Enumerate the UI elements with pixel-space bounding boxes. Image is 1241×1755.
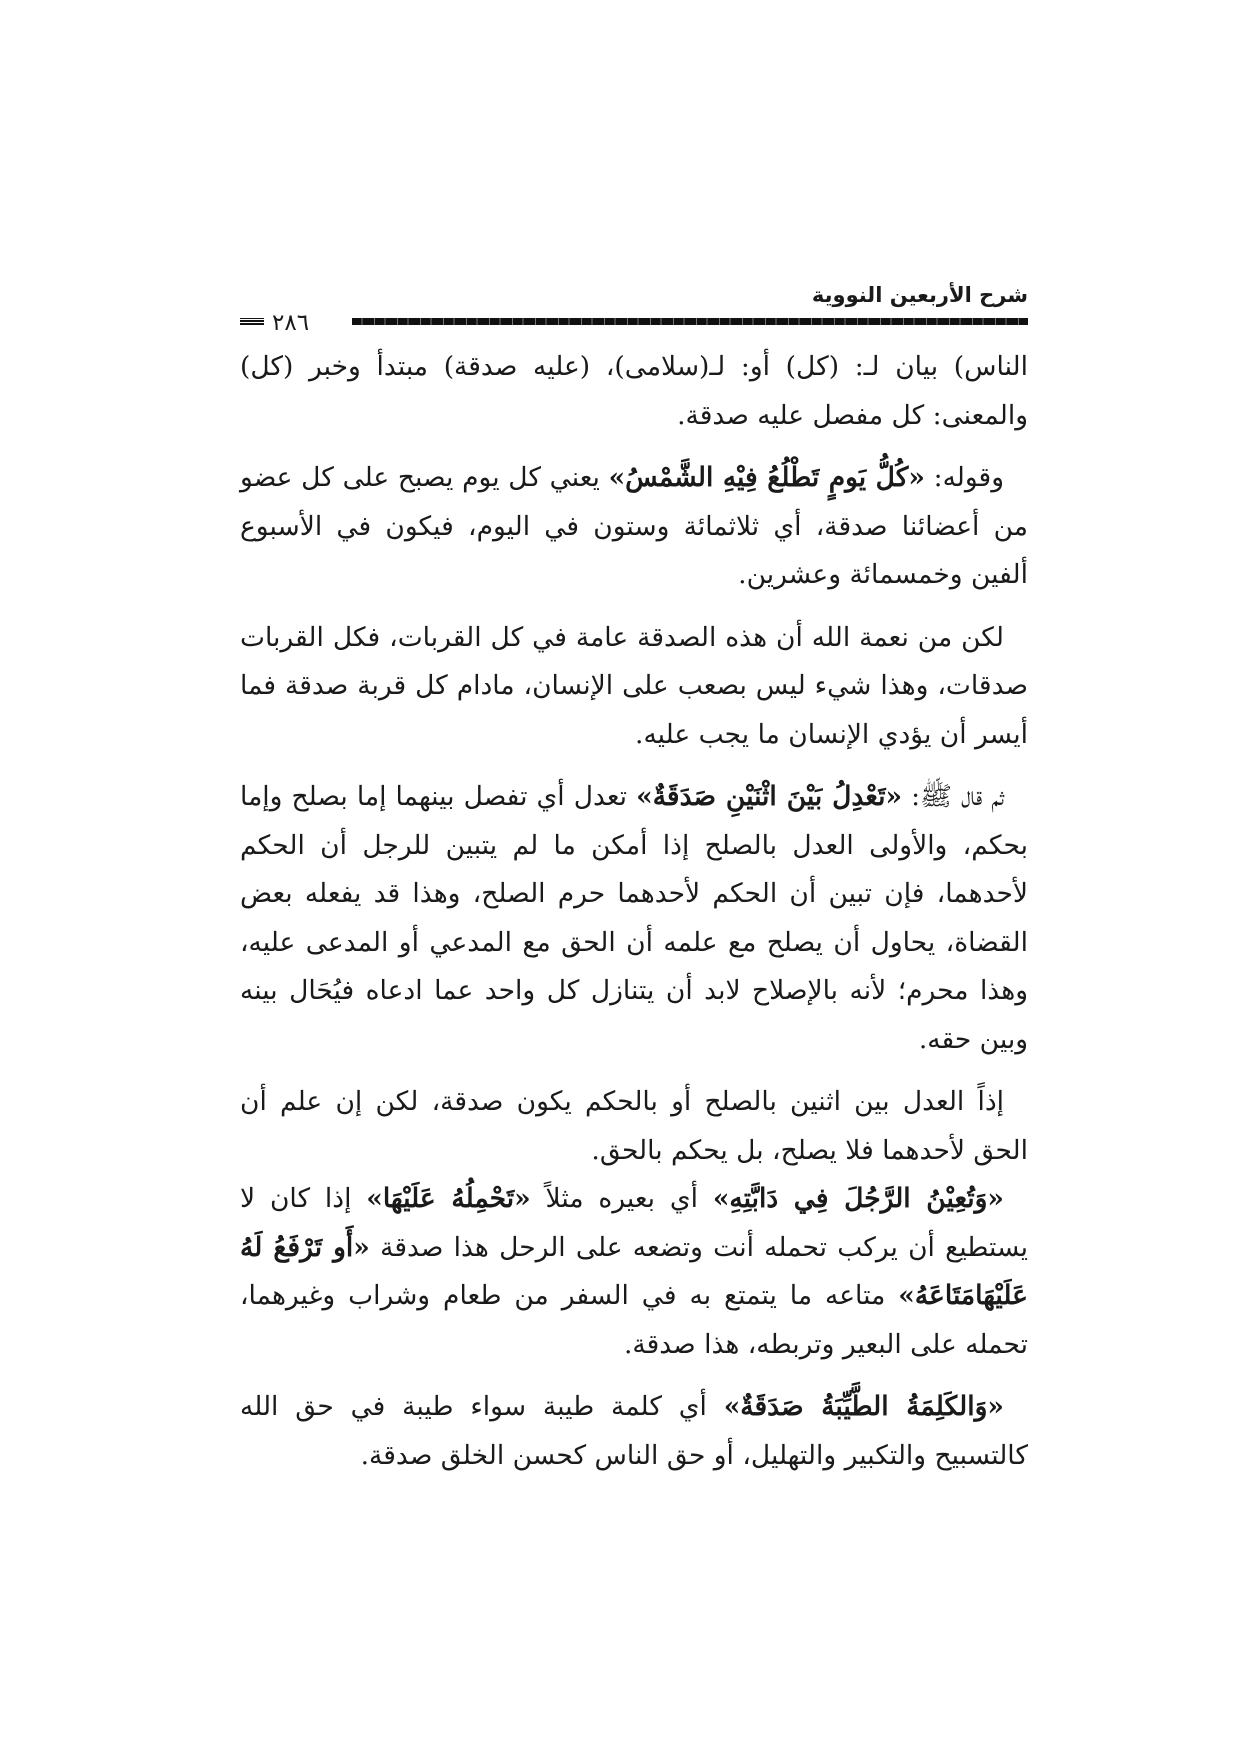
paragraph-6-part1: أي بعيره مثلاً bbox=[530, 1183, 713, 1214]
body-text bbox=[240, 343, 1028, 1480]
paragraph-6-part3: متاعه ما يتمتع به في السفر من طعام وشراب وغيرهما، تحمله على البعير وتربطه، هذا صدقة. bbox=[240, 1280, 1028, 1360]
header-rule-ornament bbox=[240, 318, 264, 325]
paragraph-2-intro: وقوله: bbox=[924, 462, 1005, 493]
paragraph-5 bbox=[240, 1078, 1028, 1175]
header-rule-row bbox=[240, 311, 1028, 335]
hadith-quote: «وَتُعِيْنُ الرَّجُلَ فِي دَابَّتِهِ» bbox=[712, 1183, 1004, 1214]
paragraph-1 bbox=[240, 343, 1028, 440]
paragraph-6 bbox=[240, 1175, 1028, 1369]
hadith-quote: «تَحْمِلُهُ عَلَيْهَا» bbox=[366, 1183, 531, 1214]
hadith-quote: «كُلُّ يَومٍ تَطْلُعُ فِيْهِ الشَّمْسُ» bbox=[608, 462, 925, 493]
paragraph-1-text: الناس) بيان لـ: (كل) أو: لـ(سلامى)، (عليه صدقة) مبتدأ وخبر (كل) والمعنى: كل مفصل عليه صدقة. bbox=[240, 351, 1028, 431]
page-number: ٢٨٦ bbox=[266, 311, 315, 335]
paragraph-4 bbox=[240, 773, 1028, 1064]
hadith-quote: «تَعْدِلُ بَيْنَ اثْنَيْنِ صَدَقَةٌ» bbox=[636, 781, 903, 812]
paragraph-7 bbox=[240, 1383, 1028, 1480]
book-page bbox=[240, 283, 1028, 1683]
header-rule bbox=[352, 318, 1028, 325]
paragraph-5-text: إذاً العدل بين اثنين بالصلح أو بالحكم يكون صدقة، لكن إن علم أن الحق لأحدهما فلا يصلح، بل يحكم بالحق. bbox=[240, 1086, 1028, 1166]
paragraph-2 bbox=[240, 454, 1028, 600]
paragraph-3 bbox=[240, 614, 1028, 760]
paragraph-4-intro: ثم قال ﷺ: bbox=[902, 781, 1004, 812]
book-title: شرح الأربعين النووية bbox=[811, 283, 1028, 307]
paragraph-7-rest: أي كلمة طيبة سواء طيبة في حق الله كالتسبيح والتكبير والتهليل، أو حق الناس كحسن الخلق صدقة. bbox=[240, 1391, 1028, 1471]
paragraph-2-rest: يعني كل يوم يصبح على كل عضو من أعضائنا صدقة، أي ثلاثمائة وستون في اليوم، فيكون في الأسبوع ألفين وخمسمائة وعشرين. bbox=[240, 462, 1028, 590]
hadith-quote: «أَو تَرْفَعُ لَهُ عَلَيْهَامَتَاعَهُ» bbox=[240, 1231, 1028, 1311]
paragraph-6-part2: إذا كان لا يستطيع أن يركب تحمله أنت وتضعه على الرحل هذا صدقة bbox=[240, 1183, 1028, 1263]
running-header bbox=[240, 283, 1028, 339]
hadith-quote: «وَالكَلِمَةُ الطَّيِّبَةُ صَدَقَةٌ» bbox=[723, 1391, 1004, 1422]
paragraph-3-text: لكن من نعمة الله أن هذه الصدقة عامة في كل القربات، فكل القربات صدقات، وهذا شيء ليس بصعب على الإنسان، مادام كل قربة صدقة فما أيسر أن يؤدي الإنسان ما يجب عليه. bbox=[240, 621, 1028, 750]
paragraph-4-rest: تعدل أي تفصل بينهما إما بصلح وإما بحكم، والأولى العدل بالصلح إذا أمكن ما لم يتبين للرجل أن الحكم لأحدهما، فإن تبين أن الحكم لأحدهما حرم الصلح، وهذا قد يفعله بعض القضاة، يحاول أن يصلح مع علمه أن الحق مع المدعي أو المدعى عليه، وهذا محرم؛ لأنه بالإصلاح لابد أن يتنازل كل واحد عما ادعاه فيُحَال بينه وبين حقه. bbox=[240, 781, 1028, 1055]
